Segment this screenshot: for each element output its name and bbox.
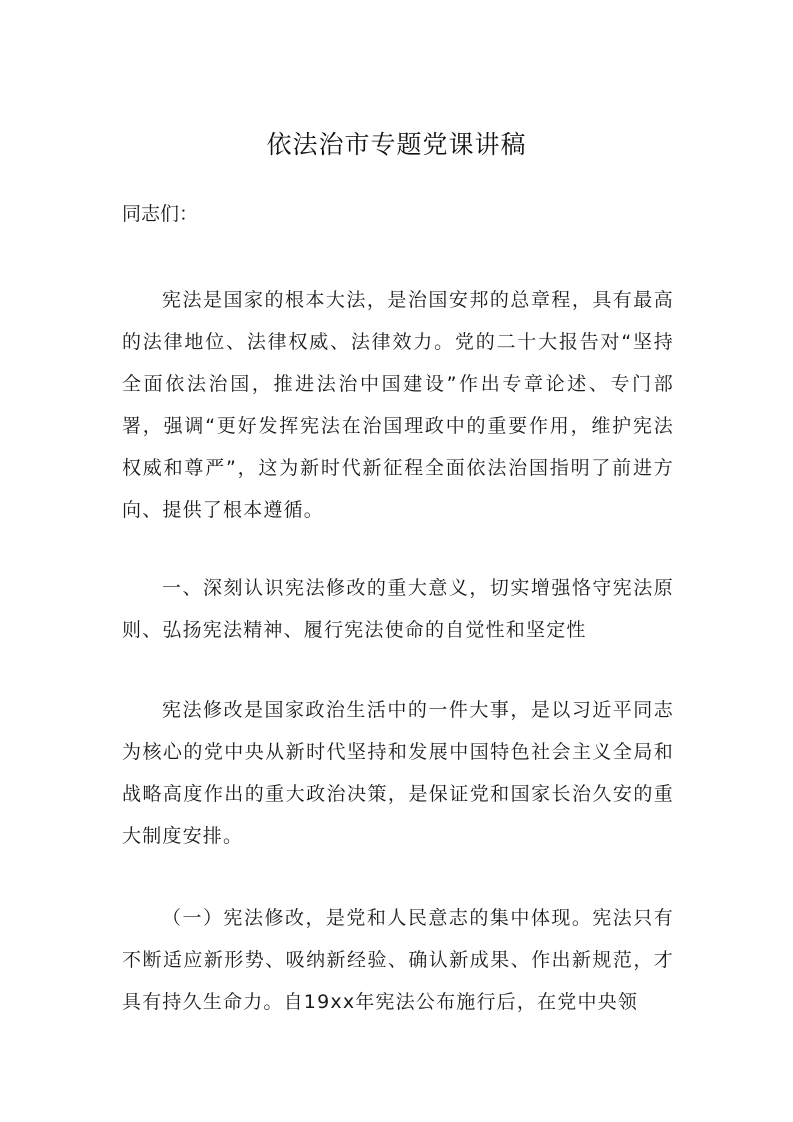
paragraph-body: 宪法修改是国家政治生活中的一件大事，是以习近平同志为核心的党中央从新时代坚持和发展中国特色社会主义全局和战略高度作出的重大政治决策，是保证党和国家长治久安的重大制度安排。 bbox=[122, 699, 674, 847]
paragraph-subsection-1: （一）宪法修改，是党和人民意志的集中体现。宪法只有不断适应新形势、吸纳新经验、确认新成果、作出新规范，才具有持久生命力。自19xx年宪法公布施行后，在党中央领 bbox=[122, 907, 674, 1013]
section-heading-1: 一、深刻认识宪法修改的重大意义，切实增强恪守宪法原则、弘扬宪法精神、履行宪法使命的自觉性和坚定性 bbox=[122, 577, 674, 641]
salutation: 同志们： bbox=[122, 203, 199, 225]
document-title: 依法治市专题党课讲稿 bbox=[266, 130, 527, 159]
paragraph-intro: 宪法是国家的根本大法，是治国安邦的总章程，具有最高的法律地位、法律权威、法律效力。党的二十大报告对“坚持全面依法治国，推进法治中国建设”作出专章论述、专门部署，强调“更好发挥宪法在治国理政中的重要作用，维护宪法权威和尊严”，这为新时代新征程全面依法治国指明了前进方向、提供了根本遵循。 bbox=[122, 289, 674, 521]
